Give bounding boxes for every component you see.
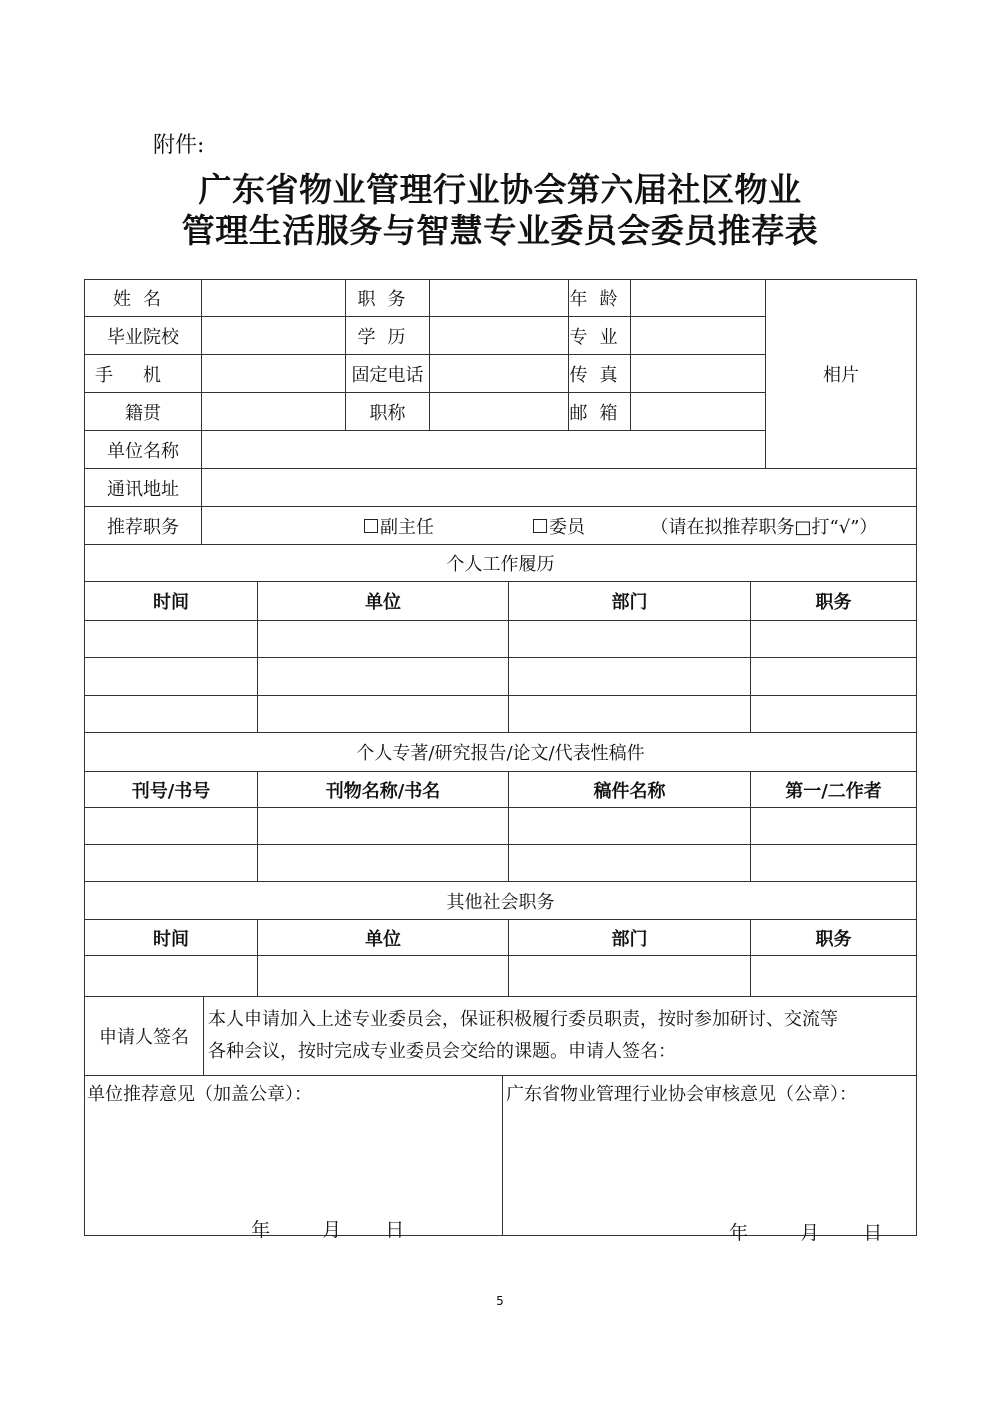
publications-header-article: 稿件名称: [593, 780, 666, 802]
work-history-header-time: 时间: [153, 592, 189, 613]
label-native-place: 籍贯: [125, 402, 161, 424]
label-education: 学历: [357, 326, 418, 348]
work-history-header-position: 职务: [815, 592, 852, 613]
company-date-month: 月: [322, 1219, 342, 1241]
social-positions-section-title: 其他社会职务: [446, 891, 555, 913]
company-opinion-date: [227, 1193, 404, 1264]
applicant-statement-line-1: 本人申请加入上述专业委员会，保证积极履行委员职责，按时参加研讨、交流等: [208, 1009, 838, 1030]
label-position: 职务: [357, 289, 418, 310]
page-number: 5: [496, 1294, 504, 1308]
checkbox-member[interactable]: [533, 519, 547, 533]
publications-header-author: 第一/二作者: [785, 780, 882, 802]
label-mobile: 手机: [95, 364, 191, 386]
label-applicant-signature: 申请人签名: [99, 1027, 189, 1048]
association-opinion-label: 广东省物业管理行业协会审核意见（公章）：: [506, 1084, 857, 1105]
applicant-statement: [208, 1004, 914, 1068]
option-vice-director[interactable]: [354, 507, 444, 544]
option-vice-director-label: 副主任: [380, 516, 434, 538]
option-instruction-note: （请在拟推荐职务□打“√”）: [650, 516, 878, 538]
company-date-day: 日: [385, 1219, 405, 1241]
attachment-label: 附件:: [153, 133, 205, 158]
publications-section-title: 个人专著/研究报告/论文/代表性稿件: [356, 743, 645, 764]
option-member-label: 委员: [549, 516, 585, 538]
company-opinion-label: 单位推荐意见（加盖公章）：: [87, 1084, 312, 1105]
work-history-section-title: 个人工作履历: [446, 554, 555, 575]
label-name: 姓名: [113, 289, 173, 310]
label-recommended-position: 推荐职务: [107, 516, 179, 538]
company-date-year: 年: [251, 1219, 271, 1241]
option-member[interactable]: [524, 507, 594, 544]
association-opinion-date: [705, 1196, 882, 1267]
work-history-header-dept: 部门: [611, 592, 648, 613]
publications-header-issue-no: 刊号/书号: [131, 780, 211, 802]
publications-header-journal: 刊物名称/书名: [325, 780, 441, 802]
label-school: 毕业院校: [107, 326, 179, 348]
recommendation-form-table: [84, 279, 917, 1244]
checkbox-vice-director[interactable]: [364, 519, 378, 533]
label-age: 年龄: [569, 289, 630, 310]
association-date-year: 年: [729, 1222, 749, 1244]
label-address: 通讯地址: [107, 478, 179, 500]
social-header-unit: 单位: [365, 928, 401, 950]
label-company: 单位名称: [107, 440, 179, 462]
applicant-statement-line-2: 各种会议，按时完成专业委员会交给的课题。申请人签名：: [208, 1041, 676, 1062]
form-title-line-2: 管理生活服务与智慧专业委员会委员推荐表: [181, 211, 819, 250]
label-email: 邮箱: [569, 402, 630, 424]
label-professional-title: 职称: [369, 402, 406, 424]
form-title-line-1: 广东省物业管理行业协会第六届社区物业: [198, 170, 802, 209]
photo-placeholder: 相片: [823, 365, 859, 386]
label-major: 专业: [569, 326, 630, 348]
social-header-dept: 部门: [611, 928, 648, 950]
label-landline: 固定电话: [351, 364, 424, 386]
social-header-time: 时间: [153, 928, 189, 950]
social-header-position: 职务: [815, 928, 852, 950]
association-date-month: 月: [800, 1222, 820, 1244]
label-fax: 传真: [569, 364, 630, 386]
association-date-day: 日: [863, 1222, 883, 1244]
work-history-header-unit: 单位: [365, 592, 401, 613]
